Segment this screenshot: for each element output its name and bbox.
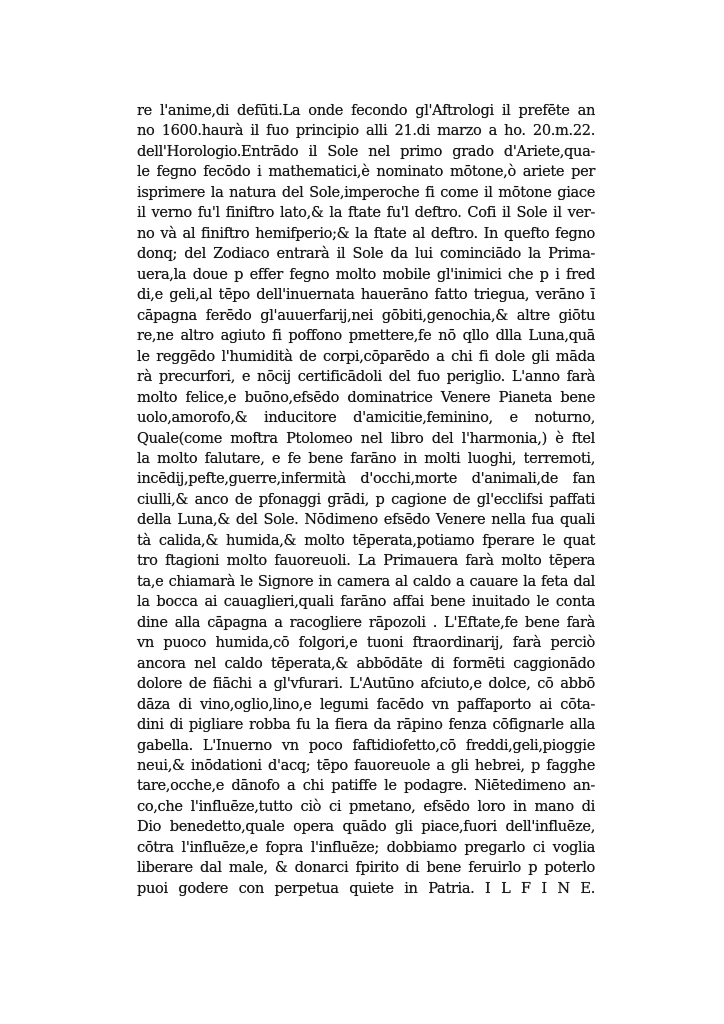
- text-line: molto felice,e buōno,efsēdo dominatrice Venere Pianeta bene: [137, 388, 595, 406]
- text-line: no 1600.haurà il fuo principio alli 21.di marzo a ho. 20.m.22.: [137, 122, 595, 140]
- text-line: puoi godere con perpetua quiete in Patria. I L F I N E.: [137, 879, 595, 897]
- text-line: liberare dal male, & donarci fpirito di bene feruirlo p poterlo: [137, 859, 595, 877]
- text-line: re l'anime,di defūti.La onde fecondo gl'Aftrologi il prefēte an: [137, 102, 595, 119]
- text-line: di,e geli,al tēpo dell'inuernata hauerāno fatto triegua, verāno ī: [137, 286, 595, 304]
- text-line: tà calida,& humida,& molto tēperata,potiamo fperare le quat: [137, 531, 595, 549]
- text-line: Dio benedetto,quale opera quādo gli piace,fuori dell'influēze,: [137, 818, 595, 836]
- text-line: le reggēdo l'humidità de corpi,cōparēdo a chi fi dole gli māda: [137, 347, 595, 365]
- text-line: cōtra l'influēze,e fopra l'influēze; dobbiamo pregarlo ci voglia: [137, 838, 595, 856]
- text-line: vn puoco humida,cō folgori,e tuoni ftraordinarij, farà perciò: [137, 634, 595, 652]
- page-text-block: [137, 101, 595, 899]
- text-line: dine alla cāpagna a racogliere rāpozoli . L'Eftate,fe bene farà: [137, 613, 595, 631]
- text-line: Quale(come moftra Ptolomeo nel libro del l'harmonia,) è ftel: [137, 429, 595, 447]
- text-line: uera,la doue p effer fegno molto mobile gl'inimici che p i fred: [137, 265, 595, 283]
- text-line: ancora nel caldo tēperata,& abbōdāte di formēti caggionādo: [137, 654, 595, 672]
- text-line: ta,e chiamarà le Signore in camera al caldo a cauare la feta dal: [137, 572, 595, 590]
- text-line: re,ne altro agiuto fi poffono pmettere,fe nō qllo dlla Luna,quā: [137, 327, 595, 345]
- text-line: tare,ocche,e dānofo a chi patiffe le podagre. Niētedimeno an-: [137, 777, 595, 795]
- text-line: dāza di vino,oglio,lino,e legumi facēdo vn paffaporto ai cōta-: [137, 695, 595, 713]
- text-line: no và al finiftro hemifperio;& la ftate al deftro. In quefto fegno: [137, 224, 595, 242]
- text-line: ciulli,& anco de pfonaggi grādi, p cagione de gl'ecclifsi paffati: [137, 490, 595, 508]
- text-line: dolore de fiāchi a gl'vfurari. L'Autūno afciuto,e dolce, cō abbō: [137, 675, 595, 693]
- text-line: incēdij,pefte,guerre,infermità d'occhi,morte d'animali,de fan: [137, 470, 595, 488]
- text-line: la molto falutare, e fe bene farāno in molti luoghi, terremoti,: [137, 449, 595, 467]
- text-line: la bocca ai cauaglieri,quali farāno affai bene inuitado le conta: [137, 593, 595, 611]
- text-line: della Luna,& del Sole. Nōdimeno efsēdo Venere nella fua quali: [137, 511, 595, 529]
- text-line: neui,& inōdationi d'acq; tēpo fauoreuole a gli hebrei, p fagghe: [137, 757, 595, 774]
- text-line: le fegno fecōdo i mathematici,è nominato mōtone,ò ariete per: [137, 163, 595, 181]
- text-line: rà precurfori, e nōcij certificādoli del fuo periglio. L'anno farà: [137, 368, 595, 386]
- text-line: co,che l'influēze,tutto ciò ci pmetano, efsēdo loro in mano di: [137, 797, 595, 815]
- text-line: tro ftagioni molto fauoreuoli. La Primauera farà molto tēpera: [137, 552, 595, 570]
- text-line: dell'Horologio.Entrādo il Sole nel primo grado d'Ariete,qua-: [137, 142, 595, 160]
- text-line: donq; del Zodiaco entrarà il Sole da lui cominciādo la Prima-: [137, 245, 595, 263]
- text-line: isprimere la natura del Sole,imperoche fi come il mōtone giace: [137, 183, 595, 201]
- text-line: il verno fu'l finiftro lato,& la ftate fu'l deftro. Cofi il Sole il ver-: [137, 204, 595, 222]
- text-line: cāpagna ferēdo gl'auuerfarij,nei gōbiti,genochia,& altre giōtu: [137, 306, 595, 324]
- text-line: dini di pigliare robba fu la fiera da rāpino fenza cōfignarle alla: [137, 716, 595, 734]
- text-line: uolo,amorofo,& inducitore d'amicitie,feminino, e noturno,: [137, 409, 595, 427]
- text-line: gabella. L'Inuerno vn poco faftidiofetto,cō freddi,geli,pioggie: [137, 736, 595, 754]
